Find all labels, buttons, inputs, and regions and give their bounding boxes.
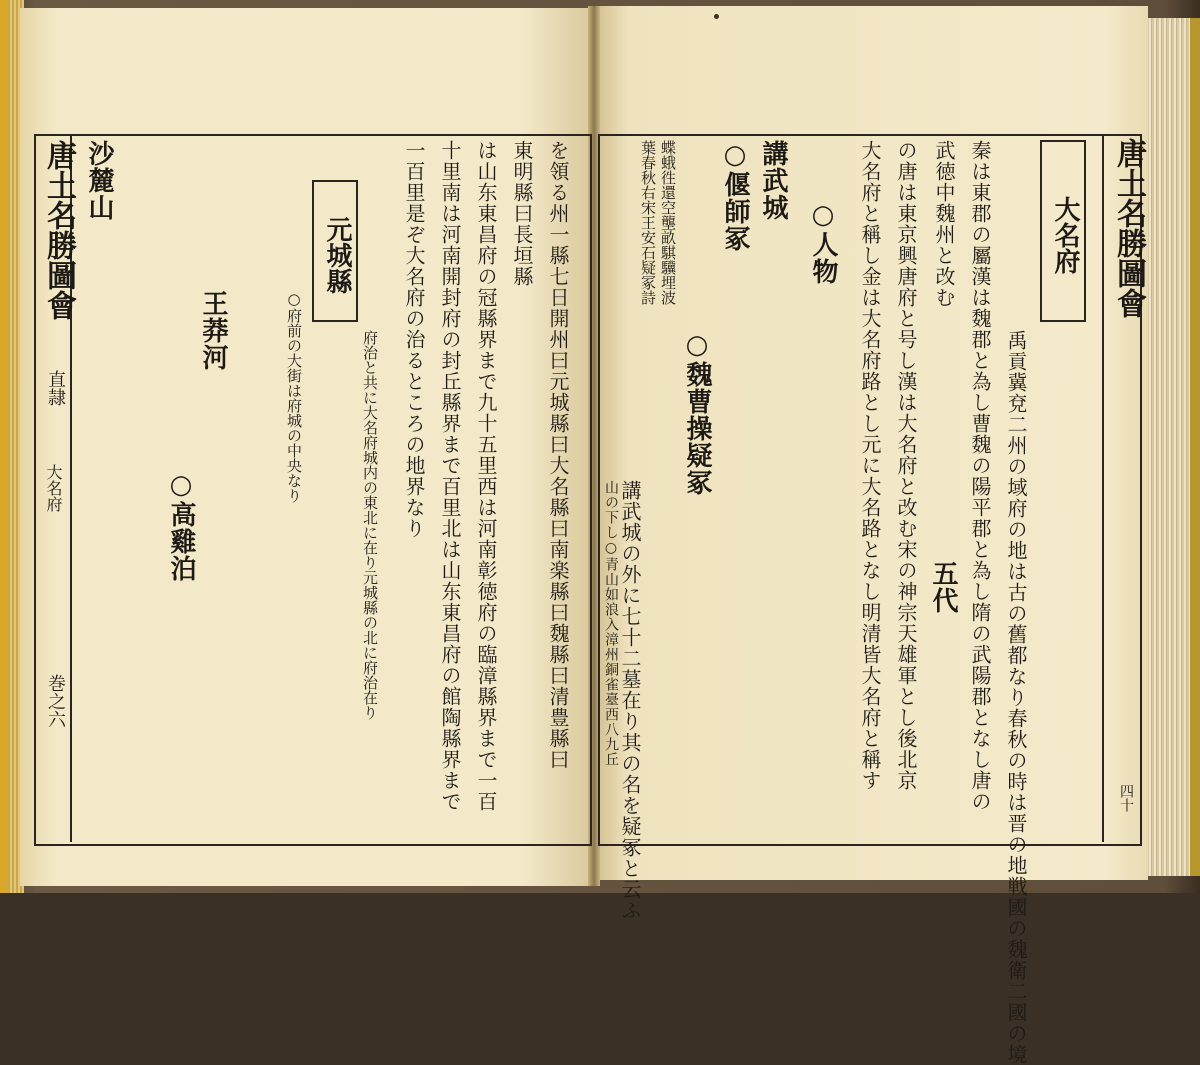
text-column: 秦は東郡の屬漢は魏郡と為し曹魏の陽平郡と為し隋の武陽郡となし唐の (968, 140, 992, 812)
left-banner-title: 唐土名勝圖會 (41, 140, 76, 320)
text-column: を領る州一縣七日開州曰元城縣曰大名縣曰南楽縣曰魏縣曰清豊縣曰 (546, 140, 570, 770)
text-column: は山东東昌府の冠縣界まで九十五里西は河南彰徳府の臨漳縣界まで一百 (474, 140, 498, 812)
text-column: 大名府と稱し金は大名府路とし元に大名路となし明清皆大名府と稱す (858, 140, 882, 791)
ink-spot (714, 14, 719, 19)
right-banner-page-number: 四十 (1118, 784, 1134, 812)
right-banner-title: 唐土名勝圖會 (1111, 138, 1146, 318)
left-banner-volume: 巻之六 (45, 674, 66, 728)
text-column: 十里南は河南開封府の封丘縣界まで百里北は山东東昌府の館陶縣界まで (438, 140, 462, 812)
left-banner-section: 直隷 (45, 370, 66, 406)
text-column: 武徳中魏州と改む (932, 140, 956, 308)
text-column: 一百里是ぞ大名府の治るところの地界なり (402, 140, 426, 539)
left-banner (34, 134, 76, 842)
text-column: 山の下し○青山如浪入漳州銅雀臺西八九丘 (603, 480, 619, 767)
left-banner-subsection: 大名府 (44, 464, 63, 512)
text-column: 王莽河 (198, 290, 228, 371)
left-section-heading: 元城縣 (312, 180, 358, 322)
text-column: 五代 (928, 560, 958, 614)
right-section-heading: 大名府 (1040, 140, 1086, 322)
text-column: 沙麓山 (84, 140, 114, 221)
text-column: 講武城 (758, 140, 788, 221)
text-column: ○高雞泊 (166, 470, 196, 582)
text-column: 東明縣曰長垣縣 (510, 140, 534, 287)
text-column: ○府前の大街は府城の中央なり (285, 290, 303, 503)
text-column: 蝶蛾徃還空壟畝騏驥埋波 (659, 140, 677, 305)
text-column: 葉春秋右宋王安石疑冢詩 (639, 140, 657, 305)
text-column: の唐は東京興唐府と号し漢は大名府と改む宋の神宗天雄軍とし後北京 (894, 140, 918, 791)
text-column: 禹貢冀兗二州の域府の地は古の舊都なり春秋の時は晋の地戦國の魏衛二國の境 (1004, 330, 1028, 1065)
text-column: 府治と共に大名府城内の東北に在り元城縣の北に府治在り (361, 330, 379, 720)
text-column: ○人物 (808, 200, 838, 285)
text-column: ○偃師冢 (720, 140, 750, 252)
right-banner (1102, 134, 1146, 842)
text-column: 講武城の外に七十二墓在り其の名を疑冢と云ふ (618, 480, 642, 921)
text-column: ○魏曹操疑冢 (682, 330, 712, 496)
right-page-edges (1142, 18, 1200, 876)
